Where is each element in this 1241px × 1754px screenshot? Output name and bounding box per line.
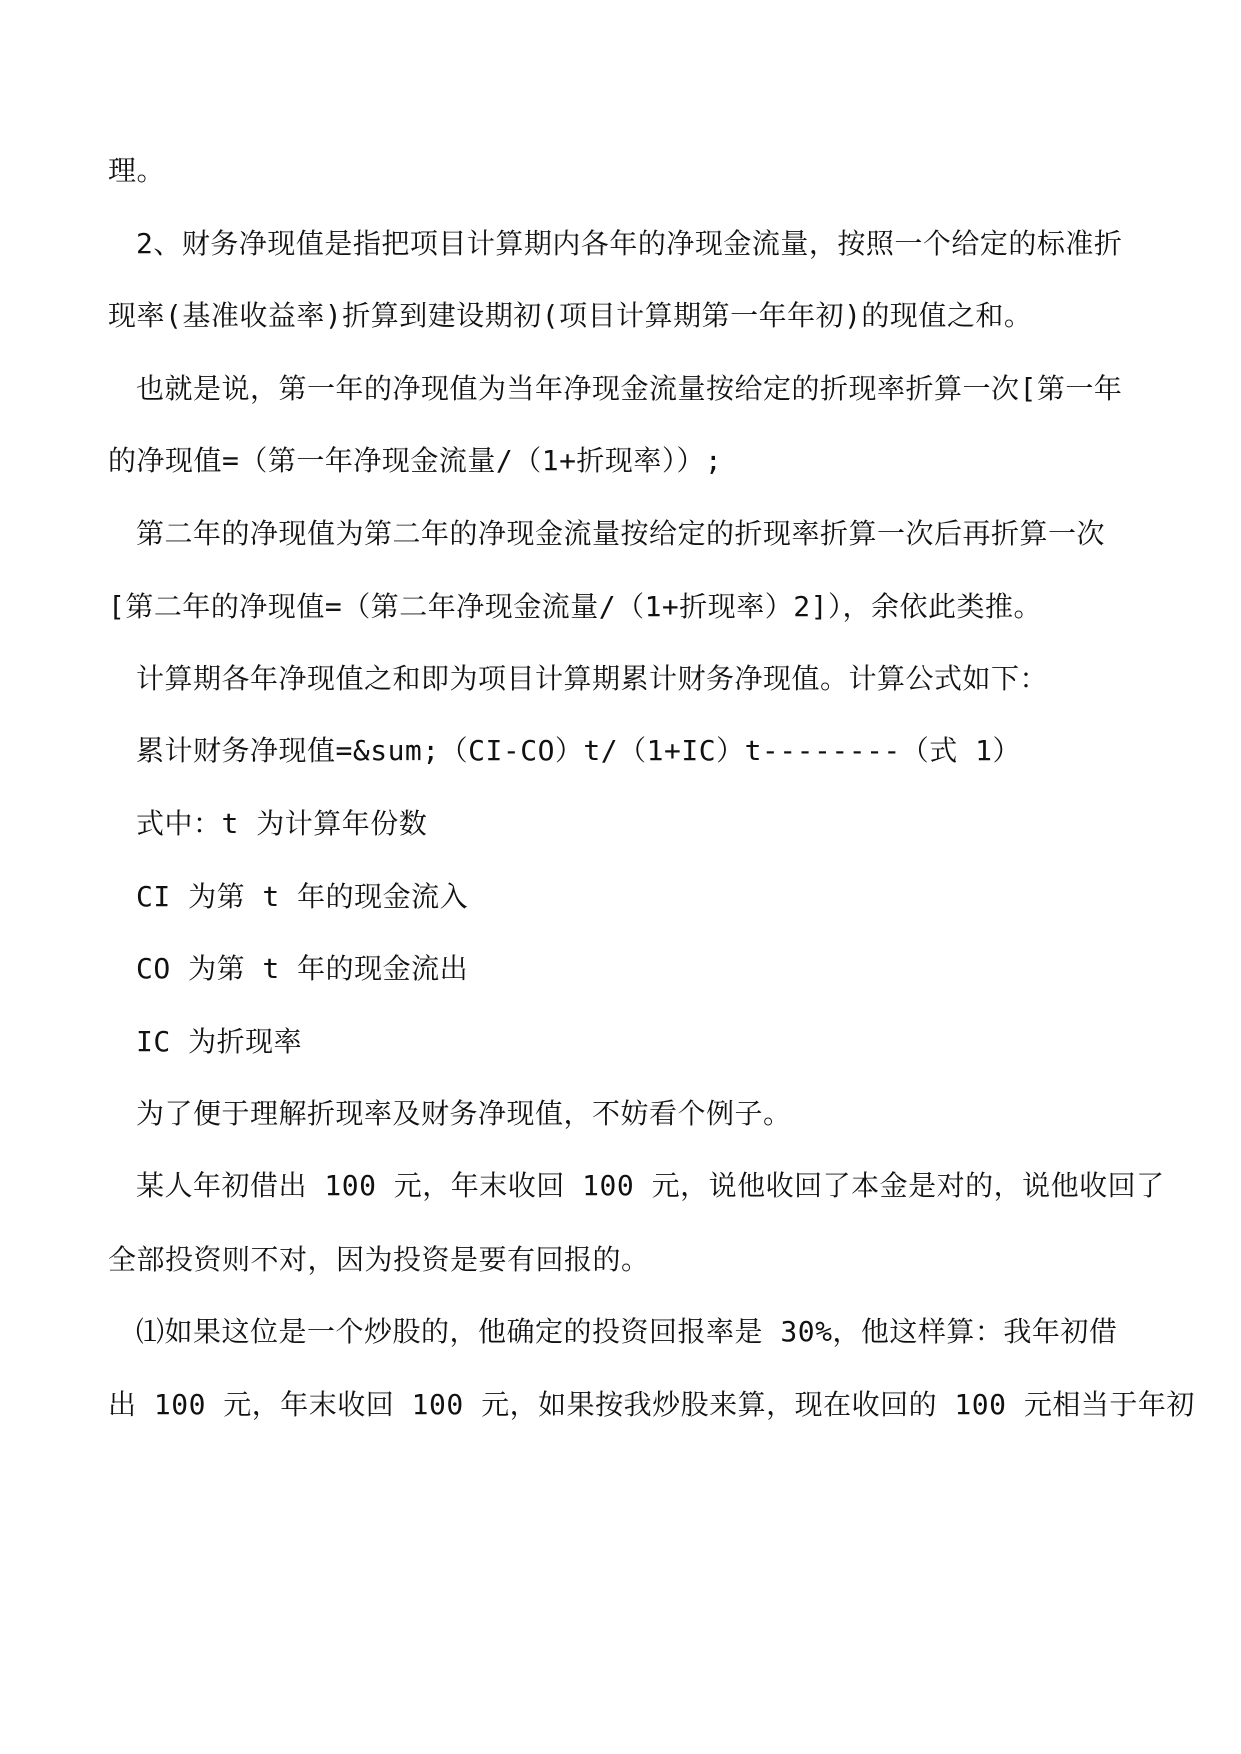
text-line: 也就是说，第一年的净现值为当年净现金流量按给定的折现率折算一次[第一年 [136,372,1123,405]
text-line: 全部投资则不对，因为投资是要有回报的。 [108,1243,650,1276]
text-line: 2、财务净现值是指把项目计算期内各年的净现金流量，按照一个给定的标准折 [136,227,1123,260]
text-line: [第二年的净现值=（第二年净现金流量/（1+折现率）2]），余依此类推。 [108,590,1043,623]
text-line: 现率(基准收益率)折算到建设期初(项目计算期第一年年初)的现值之和。 [108,299,1033,332]
text-line: CO 为第 t 年的现金流出 [136,952,469,985]
text-line: 的净现值=（第一年净现金流量/（1+折现率））; [108,444,723,477]
text-line: CI 为第 t 年的现金流入 [136,880,469,913]
text-line: 式中：t 为计算年份数 [136,807,428,840]
text-line: IC 为折现率 [136,1025,303,1058]
text-line: 计算期各年净现值之和即为项目计算期累计财务净现值。计算公式如下： [136,662,1049,695]
formula-line: 累计财务净现值=&sum;（CI-CO）t/（1+IC）t--------（式 1） [136,734,1022,767]
text-line: ⑴如果这位是一个炒股的，他确定的投资回报率是 30%，他这样算：我年初借 [136,1315,1118,1348]
text-line: 第二年的净现值为第二年的净现金流量按给定的折现率折算一次后再折算一次 [136,517,1106,550]
text-line: 某人年初借出 100 元，年末收回 100 元，说他收回了本金是对的，说他收回了 [136,1169,1165,1202]
text-line: 理。 [108,154,166,187]
text-line: 出 100 元，年末收回 100 元，如果按我炒股来算，现在收回的 100 元相当于年初 [108,1388,1195,1421]
text-line: 为了便于理解折现率及财务净现值，不妨看个例子。 [136,1097,792,1130]
